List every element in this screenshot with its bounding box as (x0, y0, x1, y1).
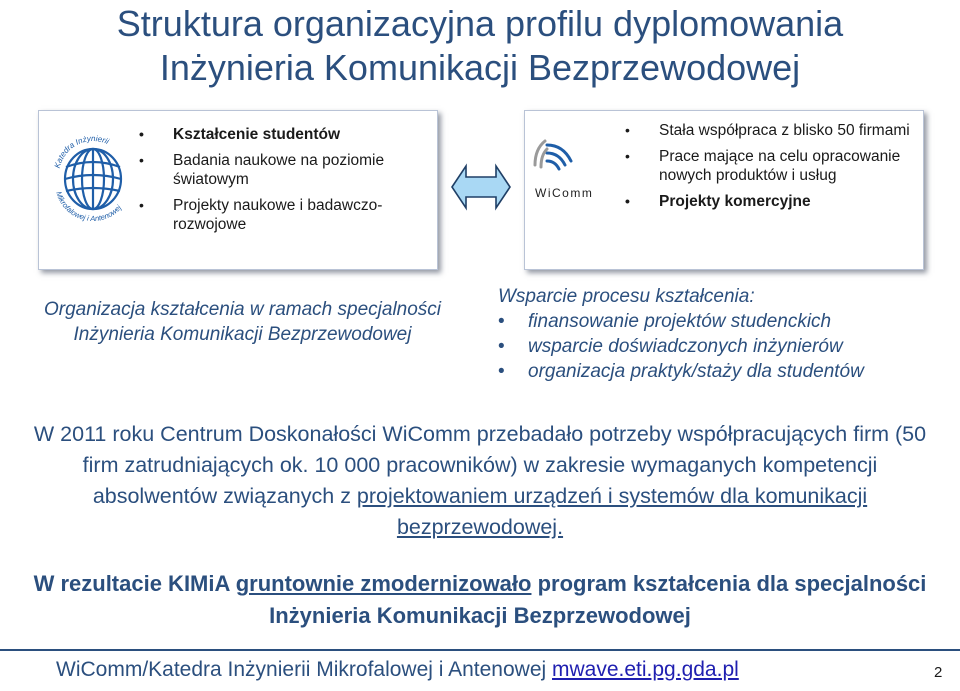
svg-text:Mikrofalowej i Antenowej: Mikrofalowej i Antenowej (54, 190, 124, 224)
list-item: • organizacja praktyk/staży dla studentów (498, 359, 958, 384)
katedra-logo-icon (45, 119, 141, 231)
wicomm-list (625, 121, 917, 218)
footer-divider (0, 649, 960, 651)
footer-link[interactable]: mwave.eti.pg.gda.pl (552, 658, 739, 681)
list-item: • Kształcenie studentów (139, 125, 429, 144)
katedra-list (139, 125, 429, 241)
result-text: W rezultacie KIMiA (33, 571, 236, 596)
result-text-end: program kształcenia dla specjalności Inżynieria Komunikacji Bezprzewodowej (269, 571, 927, 628)
wicomm-logo-text: WiComm (535, 186, 594, 200)
footer-text: WiComm/Katedra Inżynierii Mikrofalowej i Antenowej (56, 658, 553, 681)
double-arrow-icon (450, 160, 512, 214)
survey-underlined-text: projektowaniem urządzeń i systemów dla komunikacji bezprzewodowej. (356, 484, 868, 539)
list-item: • Projekty naukowe i badawczo-rozwojowe (139, 196, 429, 234)
result-paragraph (20, 568, 940, 632)
support-block (498, 284, 958, 384)
list-item: • Projekty komercyjne (625, 192, 917, 211)
list-item: • Badania naukowe na poziomie światowym (139, 151, 429, 189)
result-underlined-text: gruntownie zmodernizowało (235, 571, 532, 596)
title-line-1: Struktura organizacyjna profilu dyplomowania (116, 3, 844, 44)
list-item: • wsparcie doświadczonych inżynierów (498, 334, 958, 359)
footer (56, 657, 739, 683)
survey-paragraph (20, 419, 940, 543)
organization-text: Organizacja kształcenia w ramach specjalności Inżynieria Komunikacji Bezprzewodowej (43, 299, 442, 345)
list-item: • Stała współpraca z blisko 50 firmami (625, 121, 917, 140)
wicomm-box (524, 110, 924, 270)
page-number: 2 (934, 664, 943, 681)
title-line-2: Inżynieria Komunikacji Bezprzewodowej (159, 47, 801, 88)
wicomm-logo-icon (533, 135, 617, 225)
list-item: • Prace mające na celu opracowanie nowych produktów i usług (625, 147, 917, 185)
katedra-box (38, 110, 438, 270)
support-list (498, 309, 958, 384)
page-title (0, 2, 960, 90)
survey-text: W 2011 roku Centrum Doskonałości WiComm przebadało potrzeby współpracujących firm (50 firm zatrudniających ok. 10 000 pracowników) w zakresie wymaganych kompetencji absolwentów związanych z (33, 422, 927, 508)
list-item: • finansowanie projektów studenckich (498, 309, 958, 334)
support-title: Wsparcie procesu kształcenia: (498, 286, 755, 307)
svg-text:Katedra Inżynierii: Katedra Inżynierii (52, 133, 111, 170)
